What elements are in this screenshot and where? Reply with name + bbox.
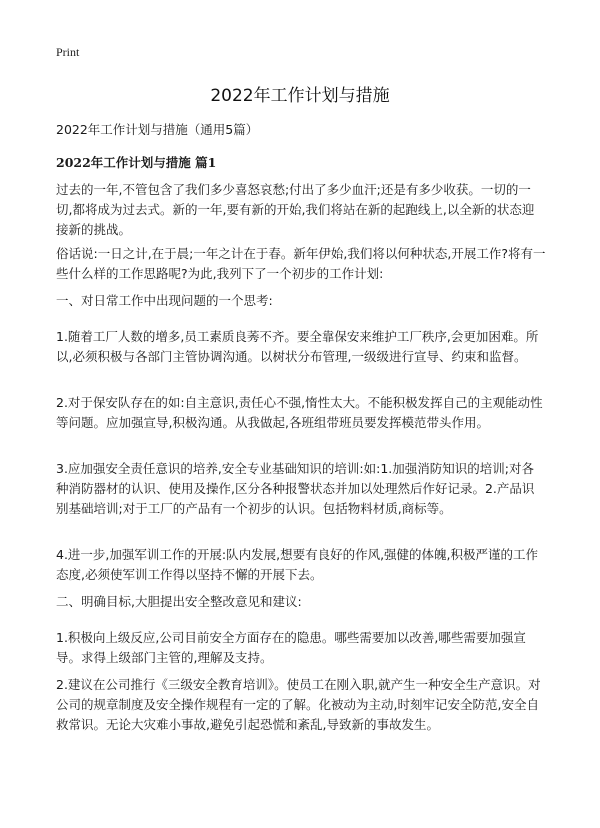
paragraph-item-3: 3.应加强安全责任意识的培养,安全专业基础知识的培训:如:1.加强消防知识的培训;对各种消防器材的认识、使用及操作,区分各种报警状态并加以处理然后作好记录。2.产品识别基础培训;对于工厂的产品有一个初步的认识。包括物料材质,商标等。 bbox=[56, 461, 535, 516]
paragraph-section-one-heading: 一、对日常工作中出现问题的一个思考: bbox=[56, 293, 273, 308]
print-link[interactable]: Print bbox=[56, 45, 80, 59]
paragraph-section-two-heading: 二、明确目标,大胆提出安全整改意见和建议: bbox=[56, 594, 302, 609]
paragraph-plan-intro: 俗话说:一日之计,在于晨;一年之计在于春。新年伊始,我们将以何种状态,开展工作?将有一些什么样的工作思路呢?为此,我列下了一个初步的工作计划: bbox=[56, 246, 546, 281]
paragraph-goal-1: 1.积极向上级反应,公司目前安全方面存在的隐患。哪些需要加以改善,哪些需要加强宣导。求得上级部门主管的,理解及支持。 bbox=[56, 630, 526, 665]
paragraph-item-4: 4.进一步,加强军训工作的开展:队内发展,想要有良好的作风,强健的体魄,积极严谨的工作态度,必须使军训工作得以坚持不懈的开展下去。 bbox=[56, 547, 539, 582]
document-title: 2022年工作计划与措施 bbox=[210, 86, 390, 106]
paragraph-intro: 过去的一年,不管包含了我们多少喜怒哀愁;付出了多少血汗;还是有多少收获。一切的一切,都将成为过去式。新的一年,要有新的开始,我们将站在新的起跑线上,以全新的状态迎接新的挑战。 bbox=[56, 182, 535, 237]
paragraph-goal-2: 2.建议在公司推行《三级安全教育培训》。使员工在刚入职,就产生一种安全生产意识。对公司的规章制度及安全操作规程有一定的了解。化被动为主动,时刻牢记安全防范,安全自救常识。无论大灾难小事故,避免引起恐慌和紊乱,导致新的事故发生。 bbox=[56, 677, 541, 732]
section-heading: 2022年工作计划与措施 篇1 bbox=[56, 155, 217, 170]
document-subtitle: 2022年工作计划与措施（通用5篇） bbox=[56, 122, 259, 137]
paragraph-item-1: 1.随着工厂人数的增多,员工素质良莠不齐。要全靠保安来维护工厂秩序,会更加困难。所以,必须积极与各部门主管协调沟通。以树状分布管理,一级级进行宣导、约束和监督。 bbox=[56, 329, 539, 364]
paragraph-item-2: 2.对于保安队存在的如:自主意识,责任心不强,惰性太大。不能积极发挥自己的主观能动性等问题。应加强宣导,积极沟通。从我做起,各班组带班员要发挥模范带头作用。 bbox=[56, 395, 543, 430]
